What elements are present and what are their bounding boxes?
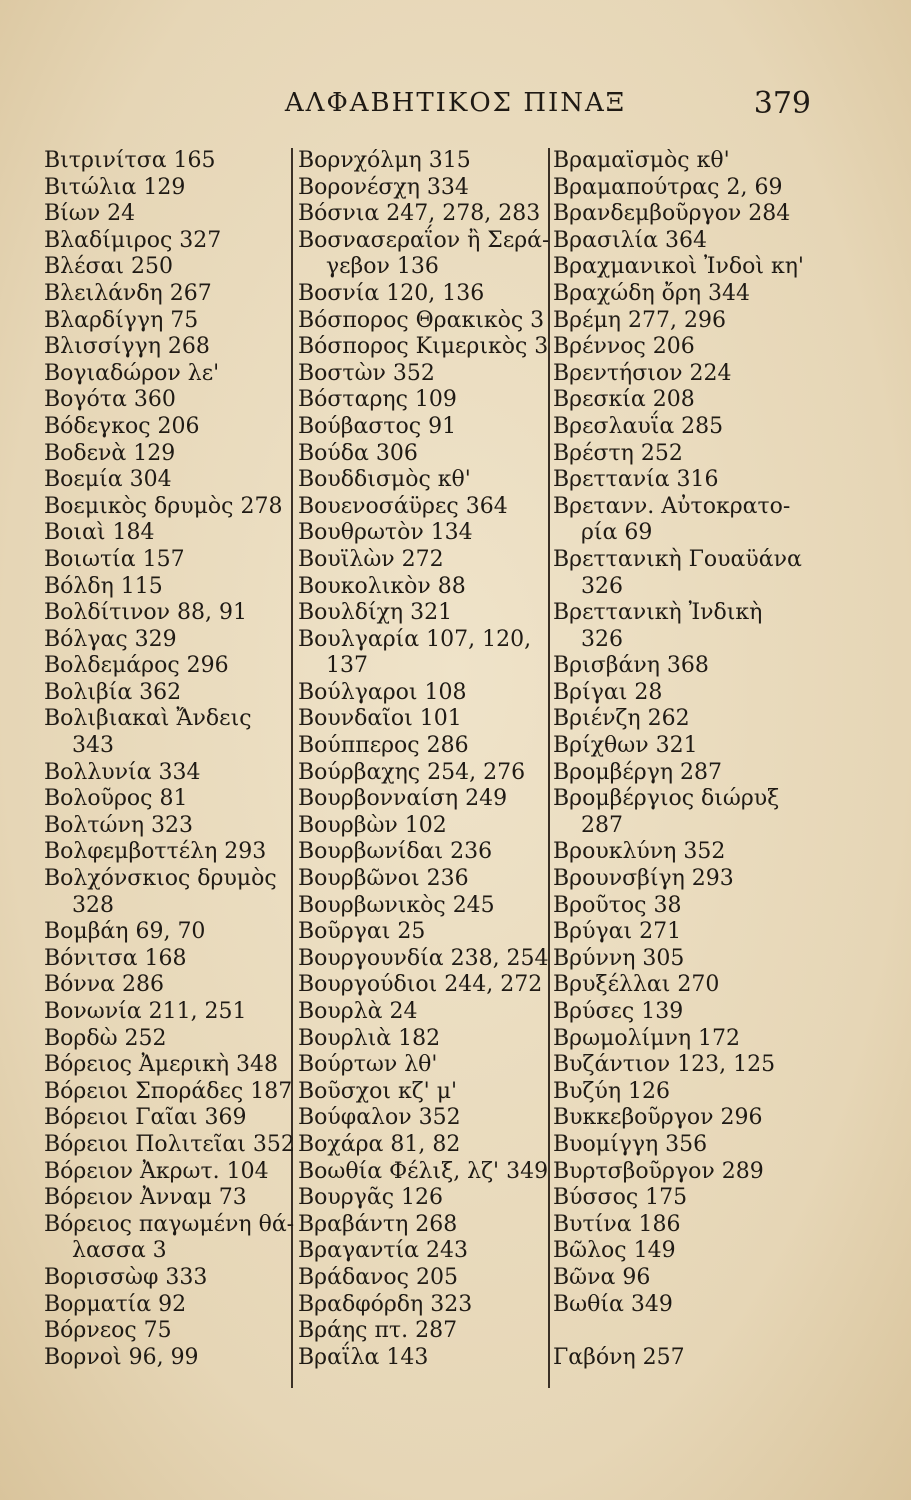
index-entry: Βολδεμάρος 296 <box>44 653 229 679</box>
index-entry: Βόσνια 247, 278, 283 <box>298 201 541 227</box>
index-entry: Βρύσες 139 <box>553 999 684 1024</box>
index-entry: Βουδδισμὸς κθ' <box>298 467 471 493</box>
index-entry: Βρέμη 277, 296 <box>553 307 726 333</box>
index-entry: γεβον 136 <box>326 254 439 280</box>
index-column-3 <box>553 148 815 1371</box>
index-entry: Βρετανν. Αὐτοκρατο- <box>553 493 791 519</box>
index-entry: Βουρλὰ 24 <box>298 999 418 1024</box>
index-entry: Βρουνσβίγη 293 <box>553 866 734 892</box>
index-entry: Βραμαπούτρας 2, 69 <box>553 174 783 200</box>
index-entry: Βοχάρα 81, 82 <box>298 1131 461 1157</box>
index-entry: Βρεττανικὴ Γουαϋάνα <box>553 546 802 572</box>
index-entry: Βίων 24 <box>44 201 136 227</box>
index-entry: Βορδὼ 252 <box>44 1025 167 1051</box>
index-entry: Βόρειον Ἀκρωτ. 104 <box>44 1158 269 1184</box>
index-entry: Βρύννη 305 <box>553 945 685 971</box>
index-entry: Βρεττανικὴ Ἰνδικὴ <box>553 600 763 626</box>
index-entry: Βῶλος 149 <box>553 1238 676 1264</box>
index-entry: Βολφεμβοττέλη 293 <box>44 839 267 865</box>
index-entry: Βούφαλον 352 <box>298 1105 461 1131</box>
index-entry: Βολιβία 362 <box>44 679 182 705</box>
index-entry: Βρεσλαυΐα 285 <box>553 413 724 439</box>
index-entry: Βραβάντη 268 <box>298 1211 458 1237</box>
index-entry: Βρισβάνη 368 <box>553 653 709 679</box>
index-entry: Γαβόνη 257 <box>553 1344 685 1370</box>
index-entry: Βούππερος 286 <box>298 733 469 759</box>
index-entry: Βουκολικὸν 88 <box>298 573 466 599</box>
index-entry: Βόννα 286 <box>44 972 165 998</box>
index-entry: Βραχώδη ὄρη 344 <box>553 280 750 306</box>
index-entry: 137 <box>326 653 368 679</box>
index-entry: Βρεσκία 208 <box>553 387 695 413</box>
index-entry: Βύσσος 175 <box>553 1185 688 1211</box>
index-entry: Βραχμανικοὶ Ἰνδοὶ κη' <box>553 254 804 280</box>
index-entry: Βριένζη 262 <box>553 706 690 732</box>
index-entry: Βουϊλὼν 272 <box>298 546 444 572</box>
index-entry: Βόλγας 329 <box>44 626 177 652</box>
index-entry: Βογιαδώρον λε' <box>44 360 220 386</box>
index-entry <box>553 1318 815 1345</box>
index-entry: Βόρνεος 75 <box>44 1318 172 1344</box>
index-entry: Βρεττανία 316 <box>553 467 719 493</box>
index-entry: 326 <box>581 573 623 599</box>
index-entry: Βρέννος 206 <box>553 334 695 360</box>
index-entry: Βρέστη 252 <box>553 440 683 466</box>
index-entry: Βρασιλία 364 <box>553 227 708 253</box>
index-entry: Βόδεγκος 206 <box>44 413 200 439</box>
index-entry: Βόρειος παγωμένη θά- <box>44 1211 295 1237</box>
index-entry: 343 <box>72 733 114 759</box>
index-entry: Βουρβωνικὸς 245 <box>298 892 495 918</box>
index-entry: Βραΐλα 143 <box>298 1344 429 1370</box>
index-entry: Βολτώνη 323 <box>44 812 194 838</box>
index-entry: Βορνχόλμη 315 <box>298 148 471 173</box>
index-entry: Βορματία 92 <box>44 1291 187 1317</box>
index-entry: Βουλγαρία 107, 120, <box>298 626 532 652</box>
index-entry: Βοῦργαι 25 <box>298 919 426 945</box>
index-entry: Βιτρινίτσα 165 <box>44 148 216 173</box>
index-entry: Βρανδεμβοῦργον 284 <box>553 201 791 227</box>
index-entry: Βούδα 306 <box>298 440 418 466</box>
index-entry: Βράδανος 205 <box>298 1264 458 1290</box>
index-entry: Βυρτσβοῦργον 289 <box>553 1158 764 1184</box>
page-number: 379 <box>753 86 811 121</box>
index-entry: Βωθία 349 <box>553 1291 673 1317</box>
index-entry: Βρωμολίμνη 172 <box>553 1025 740 1051</box>
index-entry: Βοιαὶ 184 <box>44 520 155 546</box>
index-entry: Βουρβῶνοι 236 <box>298 866 469 892</box>
index-entry: Βούλγαροι 108 <box>298 679 467 705</box>
index-entry: Βολλυνία 334 <box>44 759 201 785</box>
index-entry: Βολδίτινον 88, 91 <box>44 600 247 626</box>
index-entry: Βόρειοι Γαῖαι 369 <box>44 1105 247 1131</box>
index-column-1 <box>44 148 294 1371</box>
index-entry: Βουργουνδία 238, 254 <box>298 945 549 971</box>
index-entry: Βράης πτ. 287 <box>298 1318 458 1344</box>
index-entry: Βουρβονναίση 249 <box>298 786 508 812</box>
index-entry: λασσα 3 <box>72 1238 167 1264</box>
index-entry: Βούρτων λθ' <box>298 1052 438 1078</box>
index-entry: Βόρειον Ἀνναμ 73 <box>44 1185 247 1211</box>
index-entry: Βορισσὼφ 333 <box>44 1264 208 1290</box>
index-entry: Βοσνασεραΐον ἢ Σερά- <box>298 227 550 253</box>
index-entry: Βουρλιὰ 182 <box>298 1025 441 1051</box>
index-entry: Βρομβέργιος διώρυξ <box>553 786 780 812</box>
index-entry: Βλειλάνδη 267 <box>44 280 212 306</box>
index-entry: Βῶνα 96 <box>553 1264 651 1290</box>
index-entry: ρία 69 <box>581 520 653 546</box>
index-entry: Βορονέσχη 334 <box>298 174 469 200</box>
index-entry: Βονωνία 211, 251 <box>44 999 247 1024</box>
index-entry: Βοιωτία 157 <box>44 546 185 572</box>
index-entry: Βραγαντία 243 <box>298 1238 468 1264</box>
index-entry: Βουργούδιοι 244, 272 <box>298 972 543 998</box>
index-entry: Βρυξέλλαι 270 <box>553 972 720 998</box>
index-entry: Βρίγαι 28 <box>553 679 663 705</box>
index-entry: Βυομίγγη 356 <box>553 1131 708 1157</box>
index-entry: Βυκκεβοῦργον 296 <box>553 1105 763 1131</box>
index-entry: Βιτώλια 129 <box>44 174 186 200</box>
index-entry: Βόρειος Ἀμερικὴ 348 <box>44 1052 278 1078</box>
index-entry: Βούρβαχης 254, 276 <box>298 759 526 785</box>
index-entry: 326 <box>581 626 623 652</box>
index-entry: Βυζάντιον 123, 125 <box>553 1052 776 1078</box>
index-entry: Βοῦσχοι κζ' μ' <box>298 1078 458 1104</box>
index-entry: Βόσπορος Κιμερικὸς 3 <box>298 334 549 360</box>
index-entry: Βουενοσάϋρες 364 <box>298 493 508 519</box>
index-entry: Βραμαϊσμὸς κθ' <box>553 148 730 173</box>
index-column-2 <box>298 148 552 1371</box>
index-entry: Βυζύη 126 <box>553 1078 671 1104</box>
index-entry: Βογότα 360 <box>44 387 176 413</box>
index-entry: Βόρειοι Σποράδες 187 <box>44 1078 293 1104</box>
index-entry: Βραδφόρδη 323 <box>298 1291 473 1317</box>
index-entry: Βόσπορος Θρακικὸς 3 <box>298 307 545 333</box>
index-entry: Βόρειοι Πολιτεῖαι 352 <box>44 1131 295 1157</box>
index-entry: Βοδενὰ 129 <box>44 440 176 466</box>
index-entry: Βρεντήσιον 224 <box>553 360 732 386</box>
index-entry: Βυτίνα 186 <box>553 1211 681 1237</box>
index-entry: Βοστὼν 352 <box>298 360 435 386</box>
index-entry: Βουργᾶς 126 <box>298 1185 444 1211</box>
index-entry: Βοεμία 304 <box>44 467 172 493</box>
index-entry: Βρίχθων 321 <box>553 733 698 759</box>
index-entry: Βοσνία 120, 136 <box>298 280 485 306</box>
index-entry: Βρομβέργη 287 <box>553 759 723 785</box>
index-entry: Βολοῦρος 81 <box>44 786 188 812</box>
page-title: ΑΛΦΑΒΗΤΙΚΟΣ ΠΙΝΑΞ <box>284 88 627 118</box>
index-entry: 328 <box>72 892 114 918</box>
index-entry: Βουρβωνίδαι 236 <box>298 839 493 865</box>
index-entry: Βρουκλύνη 352 <box>553 839 726 865</box>
index-entry: Βορνοὶ 96, 99 <box>44 1344 199 1370</box>
index-entry: Βλισσίγγη 268 <box>44 334 210 360</box>
index-entry: Βλαδίμιρος 327 <box>44 227 222 253</box>
index-entry: Βουλδίχη 321 <box>298 600 453 626</box>
index-entry: Βοωθία Φέλιξ, λζ' 349 <box>298 1158 549 1184</box>
index-entry: Βρύγαι 271 <box>553 919 682 945</box>
index-entry: Βουνδαῖοι 101 <box>298 706 462 732</box>
index-entry: Βομβάη 69, 70 <box>44 919 206 945</box>
index-entry: Βλέσαι 250 <box>44 254 173 280</box>
index-entry: Βούβαστος 91 <box>298 413 457 439</box>
index-entry: Βροῦτος 38 <box>553 892 682 918</box>
index-entry: 287 <box>581 812 623 838</box>
index-entry: Βόλδη 115 <box>44 573 163 599</box>
index-entry: Βουρβὼν 102 <box>298 812 447 838</box>
index-entry: Βόσταρης 109 <box>298 387 457 413</box>
index-entry: Βολιβιακαὶ Ἄνδεις <box>44 706 252 732</box>
index-entry: Βολχόνσκιος δρυμὸς <box>44 866 277 892</box>
index-entry: Βόνιτσα 168 <box>44 945 187 971</box>
index-entry: Βοεμικὸς δρυμὸς 278 <box>44 493 283 519</box>
index-entry: Βουθρωτὸν 134 <box>298 520 473 546</box>
index-entry: Βλαρδίγγη 75 <box>44 307 199 333</box>
